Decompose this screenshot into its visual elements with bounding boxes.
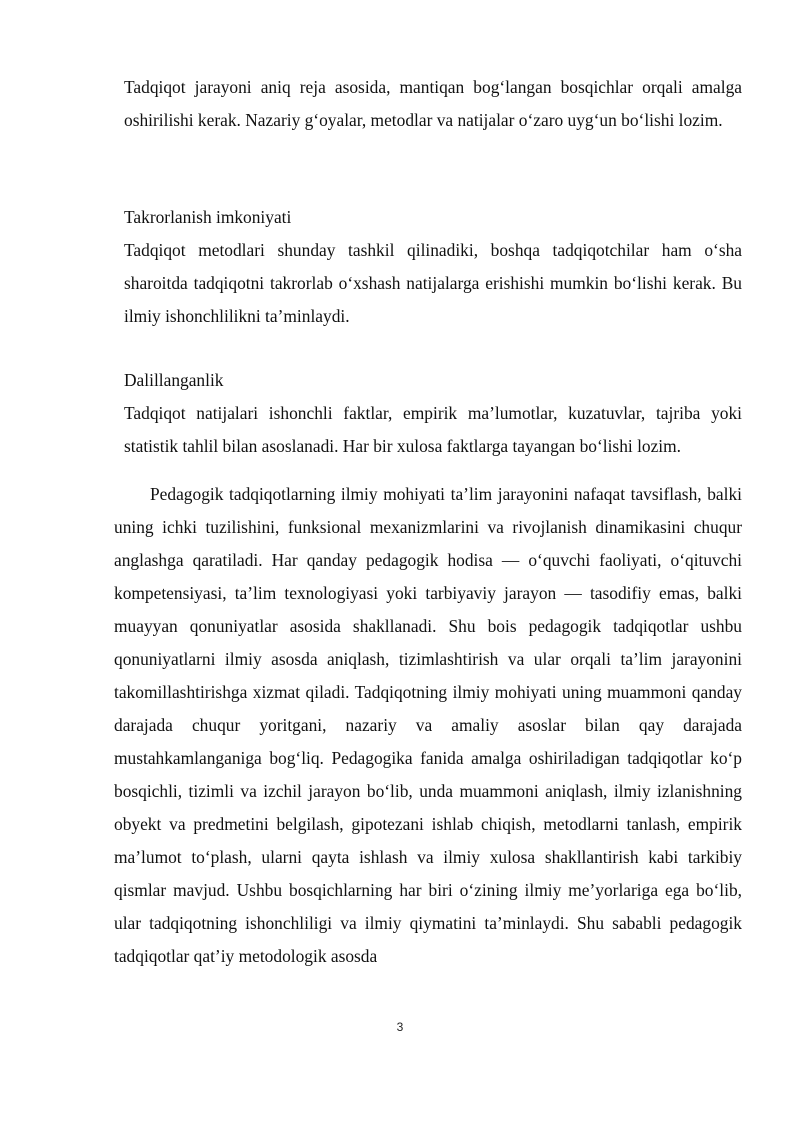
intro-text: Tadqiqot jarayoni aniq reja asosida, mantiqan bog‘langan bosqichlar orqali amalga oshirilishi kerak. Nazariy g‘oyalar, metodlar va natijalar o‘zaro uyg‘un bo‘lishi lozim.: [124, 77, 742, 130]
section-heading: Takrorlanish imkoniyati: [124, 207, 292, 227]
section-text: Tadqiqot natijalari ishonchli faktlar, empirik ma’lumotlar, kuzatuvlar, tajriba yoki statistik tahlil bilan asoslanadi. Har bir xulosa faktlarga tayangan bo‘lishi lozim.: [124, 403, 742, 456]
main-paragraph: [114, 478, 742, 973]
section-repeatability: [124, 201, 742, 333]
section-heading: Dalillanganlik: [124, 370, 224, 390]
page-number: 3: [396, 1020, 404, 1034]
section-text: Tadqiqot metodlari shunday tashkil qilinadiki, boshqa tadqiqotchilar ham o‘sha sharoitda tadqiqotni takrorlab o‘xshash natijalarga erishishi mumkin bo‘lishi kerak. Bu ilmiy ishonchlilikni ta’minlaydi.: [124, 240, 742, 326]
main-paragraph-text: Pedagogik tadqiqotlarning ilmiy mohiyati ta’lim jarayonini nafaqat tavsiflash, balki uning ichki tuzilishini, funksional mexanizmlarini va rivojlanish dinamikasini chuqur anglashga qaratiladi. Har qanday pedagogik hodisa — o‘quvchi faoliyati, o‘qituvchi kompetensiyasi, ta’lim texnologiyasi yoki tarbiyaviy jarayon — tasodifiy emas, balki muayyan qonuniyatlar asosida shakllanadi. Shu bois pedagogik tadqiqotlar ushbu qonuniyatlarni ilmiy asosda aniqlash, tizimlashtirish va ular orqali ta’lim jarayonini takomillashtirishga xizmat qiladi. Tadqiqotning ilmiy mohiyati uning muammoni qanday darajada chuqur yoritgani, nazariy va amaliy asoslar bilan qay darajada mustahkamlanganiga bog‘liq. Pedagogika fanida amalga oshiriladigan tadqiqotlar ko‘p bosqichli, tizimli va izchil jarayon bo‘lib, unda muammoni aniqlash, ilmiy izlanishning obyekt va predmetini belgilash, gipotezani ishlab chiqish, metodlarni tanlash, empirik ma’lumot to‘plash, ularni qayta ishlash va ilmiy xulosa shakllantirish kabi tarkibiy qismlar mavjud. Ushbu bosqichlarning har biri o‘zining ilmiy me’yorlariga ega bo‘lib, ular tadqiqotning ishonchliligi va ilmiy qiymatini ta’minlaydi. Shu sababli pedagogik tadqiqotlar qat’iy metodologik asosda: [114, 484, 742, 966]
section-evidence: [124, 364, 742, 463]
intro-paragraph: [124, 71, 742, 137]
